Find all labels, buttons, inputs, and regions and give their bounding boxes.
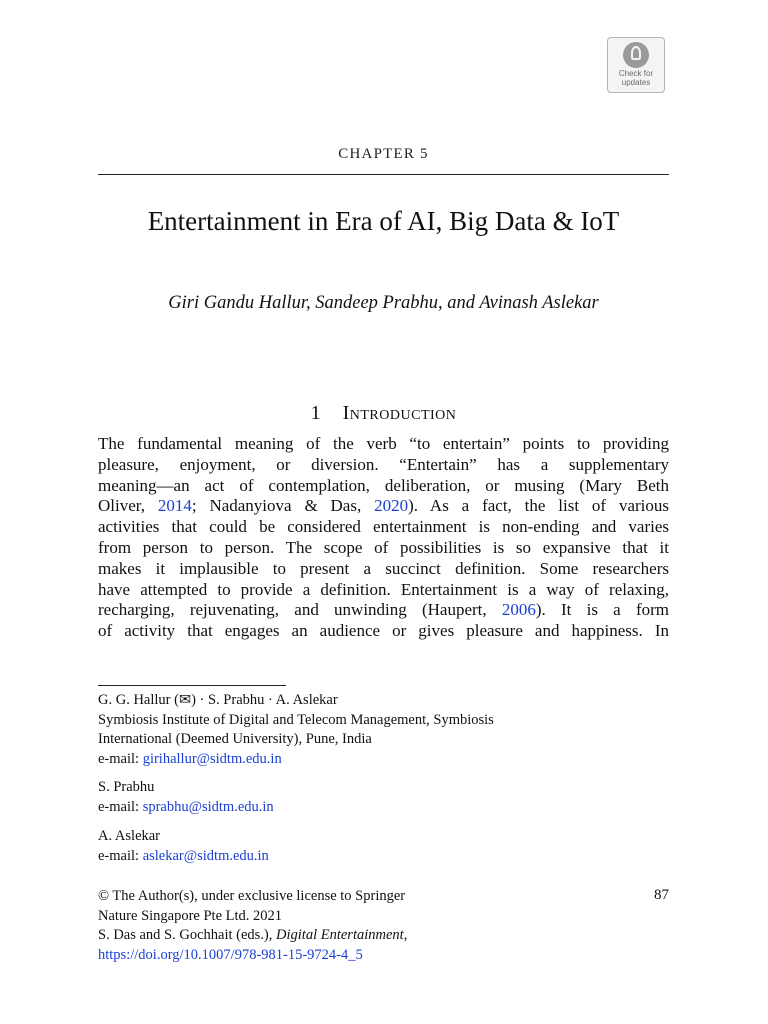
email-link-prabhu[interactable]: sprabhu@sidtm.edu.in xyxy=(142,798,274,815)
email-link-aslekar[interactable]: aslekar@sidtm.edu.in xyxy=(142,847,269,864)
email-line xyxy=(98,798,669,818)
affiliation-institution: Symbiosis Institute of Digital and Telecom Management, Symbiosis xyxy=(98,711,494,728)
editors-text: S. Das and S. Gochhait (eds.), xyxy=(98,927,277,943)
body-line: meaning—an act of contemplation, deliberation, or musing (Mary Beth xyxy=(98,475,669,495)
email-label: e-mail: xyxy=(98,798,143,815)
affiliation-institution: International (Deemed University), Pune, India xyxy=(98,731,372,747)
email-label: e-mail: xyxy=(98,847,143,864)
citation-link[interactable]: 2020 xyxy=(374,496,409,516)
body-line xyxy=(98,496,669,517)
book-title: Digital Entertainment xyxy=(276,927,404,943)
header-rule xyxy=(98,174,669,175)
section-heading xyxy=(98,402,669,425)
punctuation: , xyxy=(403,927,408,943)
page-number: 87 xyxy=(654,887,669,903)
body-text: recharging, rejuvenating, and unwinding (Haupert, xyxy=(98,600,502,620)
author-list: Giri Gandu Hallur, Sandeep Prabhu, and Avinash Aslekar xyxy=(168,293,599,313)
section-number: 1 xyxy=(310,402,321,424)
copyright-block xyxy=(98,887,578,965)
badge-text-line1: Check for xyxy=(618,69,654,78)
body-line: The fundamental meaning of the verb “to entertain” points to providing xyxy=(98,434,669,453)
body-text: ). It is a form xyxy=(535,600,669,620)
email-link-hallur[interactable]: girihallur@sidtm.edu.in xyxy=(142,750,282,767)
chapter-label: CHAPTER 5 xyxy=(338,146,429,162)
body-text: ; Nadanyiova & Das, xyxy=(191,496,375,516)
badge-text-line2: updates xyxy=(621,78,651,87)
body-line: have attempted to provide a definition. Entertainment is a way of relaxing, xyxy=(98,579,669,599)
author-name: A. Aslekar xyxy=(98,828,161,844)
chapter-title: Entertainment in Era of AI, Big Data & IoT xyxy=(147,206,620,236)
footnote-rule xyxy=(98,685,286,686)
citation-link[interactable]: 2006 xyxy=(501,600,536,620)
body-text: ). As a fact, the list of various xyxy=(408,496,669,516)
email-line xyxy=(98,750,669,770)
email-line xyxy=(98,847,669,867)
body-line: makes it implausible to present a succinct definition. Some researchers xyxy=(98,558,669,578)
email-label: e-mail: xyxy=(98,750,143,767)
affiliation-aslekar xyxy=(98,827,669,866)
affiliation-names: G. G. Hallur (✉) · S. Prabhu · A. Aslekar xyxy=(98,692,338,708)
copyright-line: © The Author(s), under exclusive license to Springer xyxy=(98,888,406,904)
body-text: Oliver, xyxy=(98,496,158,516)
body-line: pleasure, enjoyment, or diversion. “Entertain” has a supplementary xyxy=(98,454,669,474)
body-paragraph xyxy=(98,434,669,642)
citation-link[interactable]: 2014 xyxy=(157,496,192,516)
copyright-line: Nature Singapore Pte Ltd. 2021 xyxy=(98,907,283,924)
affiliation-prabhu xyxy=(98,778,669,817)
check-for-updates-badge[interactable] xyxy=(607,37,665,93)
body-line: of activity that engages an audience or gives pleasure and happiness. In xyxy=(98,621,669,641)
bookmark-icon xyxy=(623,42,649,68)
citation-line xyxy=(98,926,578,946)
author-name: S. Prabhu xyxy=(98,779,155,795)
affiliation-main xyxy=(98,691,669,769)
body-line: from person to person. The scope of possibilities is so expansive that it xyxy=(98,537,669,557)
body-line: activities that could be considered entertainment is non-ending and varies xyxy=(98,517,669,537)
section-title: Introduction xyxy=(342,402,457,424)
body-line xyxy=(98,600,669,621)
doi-link[interactable]: https://doi.org/10.1007/978-981-15-9724-4_5 xyxy=(98,946,363,963)
